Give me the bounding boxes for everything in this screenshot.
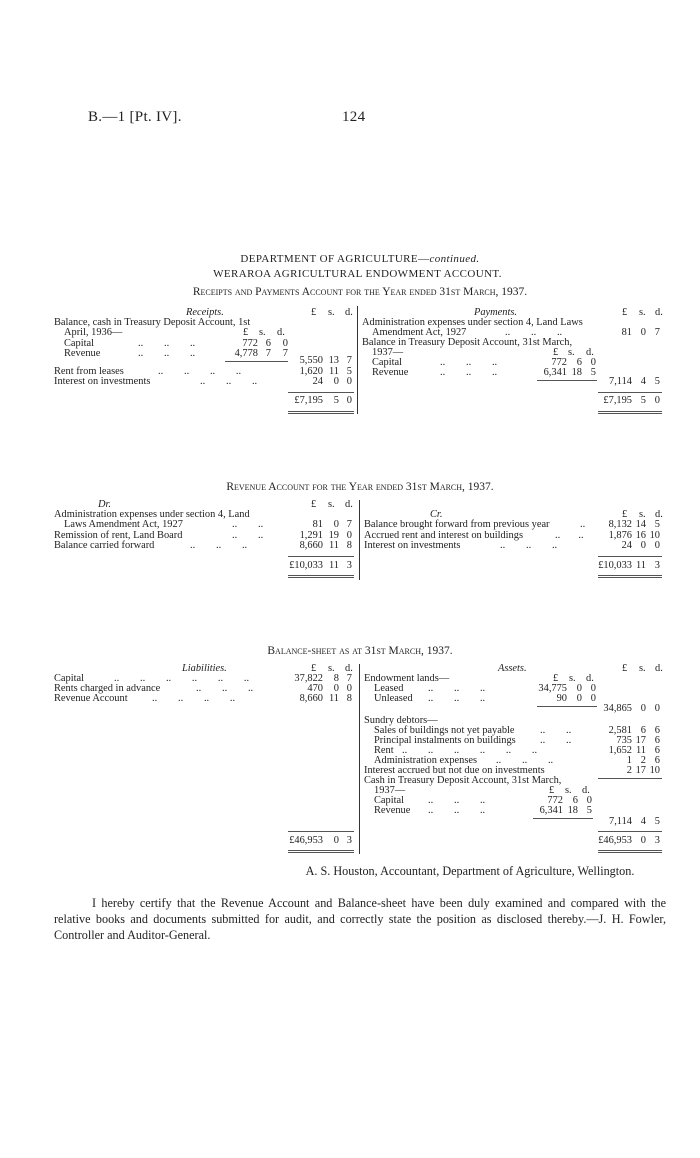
rule	[533, 818, 593, 819]
debit-total-shillings: 11	[328, 560, 339, 571]
revenue-account-title: Revenue Account for the Year ended 31st March, 1937.	[226, 481, 494, 493]
lsd-shilling: s.	[328, 499, 335, 510]
sundry-principal-shillings: 17	[635, 735, 646, 746]
receipts-revenue-pounds: 4,778	[234, 348, 258, 359]
assets-sundry-label: Sundry debtors—	[364, 715, 438, 726]
assets-capital-pence: 0	[586, 795, 592, 806]
credit-brought-forward-pounds: 8,132	[608, 519, 632, 530]
credit-accrued-shillings: 16	[635, 530, 646, 541]
assets-revenue-shillings: 18	[567, 805, 578, 816]
assets-heading: Assets.	[498, 663, 527, 674]
debit-balance-shillings: 11	[328, 540, 339, 551]
rule	[537, 380, 597, 381]
receipts-rent-pounds: 1,620	[299, 366, 323, 377]
credit-interest-pence: 0	[654, 540, 660, 551]
debit-admin-pence: 7	[346, 519, 352, 530]
inner-lsd-pound: £	[243, 327, 249, 338]
page-number: 124	[342, 109, 366, 125]
assets-total-pounds: £46,953	[598, 835, 632, 846]
rule	[288, 556, 354, 557]
rule	[288, 831, 354, 832]
double-rule	[598, 575, 662, 578]
inner-lsd-pence: d.	[586, 673, 594, 684]
credit-interest-label: Interest on investments	[364, 540, 461, 551]
liability-capital-shillings: 8	[333, 673, 339, 684]
lsd-pound: £	[311, 663, 317, 674]
liability-rents-pence: 0	[346, 683, 352, 694]
receipts-interest-pence: 0	[346, 376, 352, 387]
inner-lsd-shilling: s.	[568, 347, 575, 358]
payments-revenue-label: Revenue	[372, 367, 409, 378]
sundry-rent-shillings: 11	[635, 745, 646, 756]
assets-endowment-shillings: 0	[640, 703, 646, 714]
double-rule	[598, 411, 662, 414]
lsd-pound: £	[311, 307, 317, 318]
lsd-shilling: s.	[639, 663, 646, 674]
inner-lsd-pence: d.	[582, 785, 590, 796]
credit-brought-forward-shillings: 14	[635, 519, 646, 530]
column-divider	[359, 664, 360, 854]
inner-lsd-pence: d.	[586, 347, 594, 358]
assets-interest-pounds: 2	[626, 765, 632, 776]
lsd-shilling: s.	[639, 307, 646, 318]
rule	[598, 778, 662, 779]
assets-endowment-pence: 0	[654, 703, 660, 714]
liabilities-total-pence: 3	[346, 835, 352, 846]
payments-admin-pence: 7	[654, 327, 660, 338]
payments-capital-pence: 0	[590, 357, 596, 368]
assets-capital-shillings: 6	[572, 795, 578, 806]
account-title: WERAROA AGRICULTURAL ENDOWMENT ACCOUNT.	[213, 268, 502, 280]
lsd-pence: d.	[655, 509, 663, 520]
payments-revenue-pence: 5	[590, 367, 596, 378]
assets-leased-pounds: 34,775	[538, 683, 567, 694]
assets-unleased-label: Unleased	[374, 693, 413, 704]
assets-cash-shillings: 4	[640, 816, 646, 827]
debit-admin-pounds: 81	[312, 519, 323, 530]
payments-revenue-shillings: 18	[571, 367, 582, 378]
rule	[598, 392, 662, 393]
payments-capital-shillings: 6	[576, 357, 582, 368]
lsd-pound: £	[622, 307, 628, 318]
credit-total-pounds: £10,033	[598, 560, 632, 571]
liability-revenue-shillings: 11	[328, 693, 339, 704]
sundry-rent-pounds: 1,652	[608, 745, 632, 756]
payments-revenue-pounds: 6,341	[543, 367, 567, 378]
receipts-capital-pounds: 772	[242, 338, 258, 349]
debit-heading: Dr.	[98, 499, 111, 510]
credit-total-pence: 3	[654, 560, 660, 571]
liability-capital-pence: 7	[346, 673, 352, 684]
assets-leased-label: Leased	[374, 683, 404, 694]
liability-rents-label: Rents charged in advance	[54, 683, 161, 694]
receipts-balance-label-cont: April, 1936—	[64, 327, 123, 338]
receipts-rent-shillings: 11	[328, 366, 339, 377]
receipts-total-pence: 0	[346, 395, 352, 406]
accountant-signature: A. S. Houston, Accountant, Department of Agriculture, Wellington.	[305, 864, 635, 878]
sundry-admin-pounds: 1	[626, 755, 632, 766]
payments-admin-label: Administration expenses under section 4, Land Laws	[362, 317, 583, 328]
sundry-principal-pounds: 735	[616, 735, 632, 746]
receipts-balance-pounds: 5,550	[299, 355, 323, 366]
assets-capital-label: Capital	[374, 795, 405, 806]
assets-unleased-pounds: 90	[556, 693, 567, 704]
sundry-admin-shillings: 2	[640, 755, 646, 766]
receipts-total-shillings: 5	[333, 395, 339, 406]
receipts-balance-pence: 7	[346, 355, 352, 366]
sundry-rent-pence: 6	[654, 745, 660, 756]
payments-balance-shillings: 4	[640, 376, 646, 387]
rule	[225, 361, 288, 362]
payments-balance-pounds: 7,114	[609, 376, 632, 387]
payments-total-pence: 0	[654, 395, 660, 406]
assets-cash-label-cont: 1937—	[374, 785, 406, 796]
debit-balance-pounds: 8,660	[299, 540, 323, 551]
assets-revenue-label: Revenue	[374, 805, 411, 816]
payments-capital-label: Capital	[372, 357, 403, 368]
receipts-capital-label: Capital	[64, 338, 95, 349]
double-rule	[288, 411, 354, 414]
lsd-pound: £	[622, 663, 628, 674]
payments-balance-label: Balance in Treasury Deposit Account, 31st March,	[362, 337, 573, 348]
inner-lsd-pound: £	[553, 673, 559, 684]
assets-total-shillings: 0	[640, 835, 646, 846]
column-divider	[357, 306, 358, 414]
sundry-principal-label: Principal instalments on buildings	[374, 735, 516, 746]
lsd-pence: d.	[655, 663, 663, 674]
assets-leased-pence: 0	[590, 683, 596, 694]
debit-total-pence: 3	[346, 560, 352, 571]
payments-admin-label-cont: Amendment Act, 1927	[372, 327, 467, 338]
liability-capital-label: Capital	[54, 673, 85, 684]
receipts-capital-pence: 0	[282, 338, 288, 349]
assets-endowment-label: Endowment lands—	[364, 673, 450, 684]
assets-revenue-pence: 5	[586, 805, 592, 816]
receipts-balance-label: Balance, cash in Treasury Deposit Account, 1st	[54, 317, 251, 328]
credit-brought-forward-label: Balance brought forward from previous year	[364, 519, 550, 530]
receipts-interest-shillings: 0	[333, 376, 339, 387]
receipts-capital-shillings: 6	[265, 338, 271, 349]
sundry-principal-pence: 6	[654, 735, 660, 746]
sundry-sales-shillings: 6	[640, 725, 646, 736]
receipts-payments-title: Receipts and Payments Account for the Year ended 31st March, 1937.	[192, 286, 528, 298]
inner-lsd-shilling: s.	[569, 673, 576, 684]
debit-admin-label: Administration expenses under section 4, Land	[54, 509, 250, 520]
assets-cash-pounds: 7,114	[609, 816, 632, 827]
lsd-pence: d.	[655, 307, 663, 318]
debit-remission-shillings: 19	[328, 530, 339, 541]
receipts-interest-label: Interest on investments	[54, 376, 151, 387]
liability-revenue-pence: 8	[346, 693, 352, 704]
liabilities-total-shillings: 0	[333, 835, 339, 846]
lsd-pence: d.	[345, 307, 353, 318]
receipts-balance-shillings: 13	[328, 355, 339, 366]
debit-remission-label: Remission of rent, Land Board	[54, 530, 183, 541]
receipts-revenue-shillings: 7	[265, 348, 271, 359]
payments-balance-pence: 5	[654, 376, 660, 387]
receipts-interest-pounds: 24	[312, 376, 323, 387]
lsd-pence: d.	[345, 499, 353, 510]
payments-heading: Payments.	[474, 307, 517, 318]
lsd-shilling: s.	[328, 663, 335, 674]
liability-revenue-pounds: 8,660	[299, 693, 323, 704]
receipts-rent-label: Rent from leases	[54, 366, 124, 377]
credit-interest-shillings: 0	[640, 540, 646, 551]
assets-cash-pence: 5	[654, 816, 660, 827]
sundry-sales-label: Sales of buildings not yet payable	[374, 725, 515, 736]
sundry-sales-pence: 6	[654, 725, 660, 736]
credit-brought-forward-pence: 5	[654, 519, 660, 530]
debit-admin-label-cont: Laws Amendment Act, 1927	[64, 519, 183, 530]
payments-capital-pounds: 772	[551, 357, 567, 368]
payments-total-pounds: £7,195	[603, 395, 632, 406]
payments-admin-pounds: 81	[621, 327, 632, 338]
debit-total-pounds: £10,033	[289, 560, 323, 571]
page-reference: B.—1 [Pt. IV].	[88, 109, 182, 125]
assets-leased-shillings: 0	[576, 683, 582, 694]
assets-interest-label: Interest accrued but not due on investments	[364, 765, 545, 776]
lsd-shilling: s.	[639, 509, 646, 520]
credit-accrued-label: Accrued rent and interest on buildings	[364, 530, 523, 541]
credit-interest-pounds: 24	[621, 540, 632, 551]
debit-admin-shillings: 0	[333, 519, 339, 530]
assets-unleased-shillings: 0	[576, 693, 582, 704]
receipts-rent-pence: 5	[346, 366, 352, 377]
debit-remission-pence: 0	[346, 530, 352, 541]
receipts-revenue-label: Revenue	[64, 348, 101, 359]
credit-accrued-pence: 10	[649, 530, 660, 541]
lsd-pound: £	[622, 509, 628, 520]
inner-lsd-pound: £	[549, 785, 555, 796]
inner-lsd-pence: d.	[277, 327, 285, 338]
lsd-shilling: s.	[328, 307, 335, 318]
assets-unleased-pence: 0	[590, 693, 596, 704]
lsd-pence: d.	[345, 663, 353, 674]
liabilities-total-pounds: £46,953	[289, 835, 323, 846]
payments-admin-shillings: 0	[640, 327, 646, 338]
assets-interest-shillings: 17	[635, 765, 646, 776]
rule	[598, 556, 662, 557]
payments-balance-label-cont: 1937—	[372, 347, 404, 358]
inner-lsd-shilling: s.	[565, 785, 572, 796]
credit-total-shillings: 11	[635, 560, 646, 571]
double-rule	[288, 575, 354, 578]
credit-heading: Cr.	[430, 509, 443, 520]
rule	[288, 392, 354, 393]
inner-lsd-pound: £	[553, 347, 559, 358]
liabilities-heading: Liabilities.	[182, 663, 227, 674]
sundry-admin-pence: 6	[654, 755, 660, 766]
credit-accrued-pounds: 1,876	[608, 530, 632, 541]
assets-revenue-pounds: 6,341	[539, 805, 563, 816]
column-divider	[359, 500, 360, 580]
assets-cash-label: Cash in Treasury Deposit Account, 31st March,	[364, 775, 562, 786]
sundry-admin-label: Administration expenses	[374, 755, 478, 766]
assets-total-pence: 3	[654, 835, 660, 846]
receipts-total-pounds: £7,195	[294, 395, 323, 406]
sundry-rent-label: Rent	[374, 745, 394, 756]
rule	[537, 706, 597, 707]
payments-total-shillings: 5	[640, 395, 646, 406]
receipts-heading: Receipts.	[186, 307, 224, 318]
liability-capital-pounds: 37,822	[294, 673, 323, 684]
double-rule	[288, 850, 354, 853]
audit-certificate: I hereby certify that the Revenue Account and Balance-sheet have been duly examined and compared with the relative books and documents submitted for audit, and correctly state the position as disclosed thereby.—J. H. Fowler, Controller and Auditor-General.	[54, 896, 666, 942]
liability-rents-pounds: 470	[307, 683, 323, 694]
inner-lsd-shilling: s.	[259, 327, 266, 338]
lsd-pound: £	[311, 499, 317, 510]
sundry-sales-pounds: 2,581	[608, 725, 632, 736]
assets-capital-pounds: 772	[547, 795, 563, 806]
assets-endowment-pounds: 34,865	[603, 703, 632, 714]
balance-sheet-title: Balance-sheet as at 31st March, 1937.	[267, 645, 453, 657]
receipts-revenue-pence: 7	[282, 348, 288, 359]
debit-remission-pounds: 1,291	[299, 530, 323, 541]
liability-rents-shillings: 0	[333, 683, 339, 694]
debit-balance-pence: 8	[346, 540, 352, 551]
rule	[598, 831, 662, 832]
department-title: DEPARTMENT OF AGRICULTURE—continued.	[240, 253, 480, 265]
assets-interest-pence: 10	[649, 765, 660, 776]
double-rule	[598, 850, 662, 853]
liability-revenue-label: Revenue Account	[54, 693, 128, 704]
debit-balance-label: Balance carried forward	[54, 540, 155, 551]
